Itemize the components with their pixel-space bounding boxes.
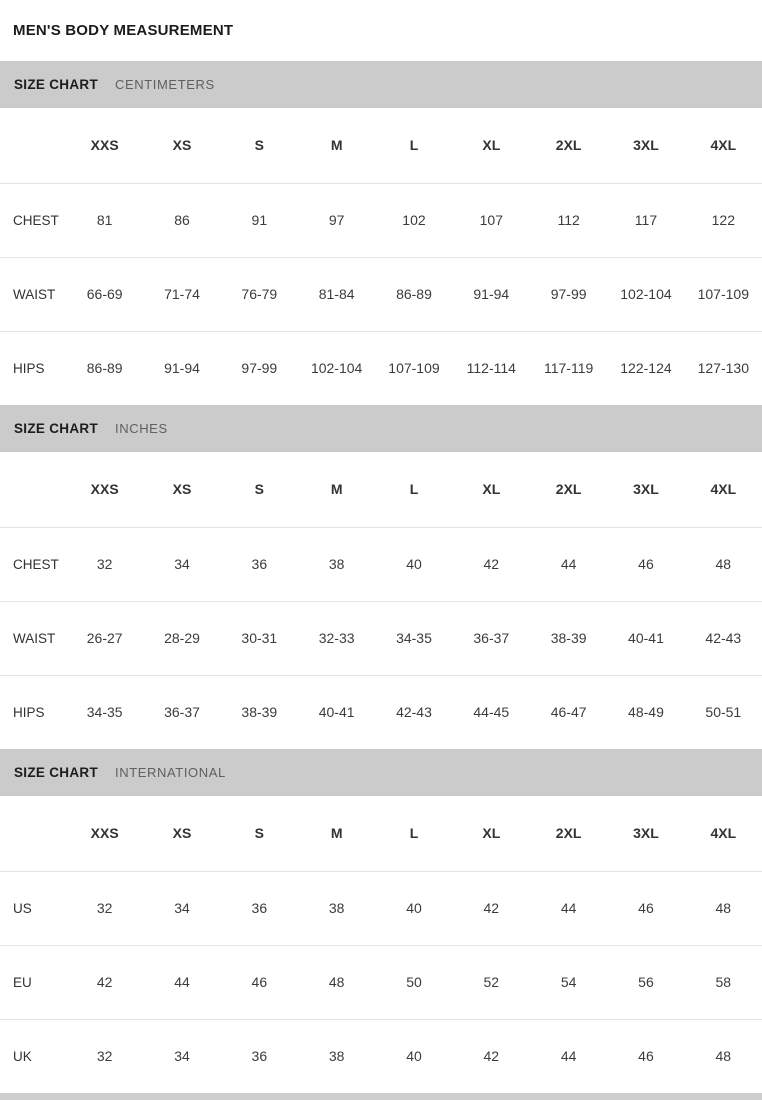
section-heading: SIZE CHART	[14, 765, 98, 780]
measurement-label: EU	[0, 945, 66, 1019]
size-column-header: XL	[482, 137, 501, 154]
size-column-header: 4XL	[710, 825, 737, 842]
size-value-cell: 97-99	[221, 331, 298, 405]
size-header-row	[0, 452, 762, 527]
measurement-row	[0, 675, 762, 749]
size-value-cell: 117	[607, 183, 684, 257]
size-column-header: M	[330, 137, 343, 154]
size-value-cell: 34	[143, 1019, 220, 1093]
size-column-header: XL	[482, 481, 501, 498]
size-value-cell: 46	[607, 871, 684, 945]
section-international	[0, 749, 762, 1093]
size-table-inches	[0, 452, 762, 749]
measurement-label: CHEST	[0, 527, 66, 601]
page-header	[0, 0, 762, 61]
corner-cell	[0, 452, 66, 527]
size-value-cell: 38-39	[530, 601, 607, 675]
size-value-cell: 38	[298, 871, 375, 945]
size-column-header: L	[409, 825, 419, 842]
size-value-cell: 48	[685, 871, 762, 945]
size-value-cell: 34-35	[375, 601, 452, 675]
size-value-cell: 42	[66, 945, 143, 1019]
size-value-cell: 54	[530, 945, 607, 1019]
measurement-label: HIPS	[0, 675, 66, 749]
section-unit-label: INTERNATIONAL	[115, 765, 226, 780]
measurement-label: WAIST	[0, 601, 66, 675]
measurement-row	[0, 331, 762, 405]
size-value-cell: 42-43	[375, 675, 452, 749]
cropped-banner-strip	[0, 1093, 762, 1100]
size-value-cell: 30-31	[221, 601, 298, 675]
size-column-header: S	[254, 825, 264, 842]
size-column-header: XL	[482, 825, 501, 842]
size-column-header: XXS	[90, 825, 119, 842]
size-value-cell: 42	[453, 527, 530, 601]
size-value-cell: 40	[375, 527, 452, 601]
section-heading: SIZE CHART	[14, 421, 98, 436]
size-value-cell: 44	[530, 527, 607, 601]
size-value-cell: 50	[375, 945, 452, 1019]
size-value-cell: 48	[685, 527, 762, 601]
size-value-cell: 97-99	[530, 257, 607, 331]
measurement-row	[0, 527, 762, 601]
size-value-cell: 34	[143, 527, 220, 601]
size-column-header: 4XL	[710, 137, 737, 154]
section-centimeters	[0, 61, 762, 405]
size-value-cell: 38	[298, 1019, 375, 1093]
measurement-label: US	[0, 871, 66, 945]
size-value-cell: 107	[453, 183, 530, 257]
size-value-cell: 28-29	[143, 601, 220, 675]
size-column-header: 2XL	[555, 481, 582, 498]
measurement-row	[0, 601, 762, 675]
section-banner-centimeters	[0, 61, 762, 108]
size-column-header: XXS	[90, 137, 119, 154]
size-column-header: XS	[172, 481, 192, 498]
size-value-cell: 42	[453, 871, 530, 945]
size-column-header: 2XL	[555, 137, 582, 154]
size-column-header: 4XL	[710, 481, 737, 498]
size-value-cell: 32-33	[298, 601, 375, 675]
size-value-cell: 34-35	[66, 675, 143, 749]
size-table-international	[0, 796, 762, 1093]
size-value-cell: 38-39	[221, 675, 298, 749]
size-value-cell: 91	[221, 183, 298, 257]
size-value-cell: 44-45	[453, 675, 530, 749]
size-value-cell: 36	[221, 871, 298, 945]
size-value-cell: 56	[607, 945, 684, 1019]
section-banner-international	[0, 749, 762, 796]
size-column-header: L	[409, 481, 419, 498]
size-value-cell: 112-114	[453, 331, 530, 405]
size-value-cell: 40-41	[298, 675, 375, 749]
size-value-cell: 46	[607, 527, 684, 601]
size-value-cell: 46	[221, 945, 298, 1019]
size-column-header: M	[330, 481, 343, 498]
size-value-cell: 48	[685, 1019, 762, 1093]
measurement-row	[0, 945, 762, 1019]
size-value-cell: 32	[66, 1019, 143, 1093]
size-value-cell: 97	[298, 183, 375, 257]
size-value-cell: 117-119	[530, 331, 607, 405]
size-value-cell: 102-104	[298, 331, 375, 405]
size-column-header: 3XL	[633, 825, 659, 842]
size-column-header: L	[409, 137, 419, 154]
section-unit-label: INCHES	[115, 421, 168, 436]
measurement-label: CHEST	[0, 183, 66, 257]
size-value-cell: 44	[530, 1019, 607, 1093]
size-value-cell: 58	[685, 945, 762, 1019]
size-value-cell: 52	[453, 945, 530, 1019]
measurement-row	[0, 183, 762, 257]
size-value-cell: 36	[221, 1019, 298, 1093]
section-unit-label: CENTIMETERS	[115, 77, 215, 92]
size-value-cell: 107-109	[685, 257, 762, 331]
size-value-cell: 66-69	[66, 257, 143, 331]
size-column-header: XS	[172, 137, 192, 154]
size-value-cell: 44	[143, 945, 220, 1019]
size-value-cell: 102-104	[607, 257, 684, 331]
size-value-cell: 81-84	[298, 257, 375, 331]
size-value-cell: 36	[221, 527, 298, 601]
size-value-cell: 46-47	[530, 675, 607, 749]
size-value-cell: 48	[298, 945, 375, 1019]
size-column-header: 2XL	[555, 825, 582, 842]
size-value-cell: 81	[66, 183, 143, 257]
size-value-cell: 91-94	[453, 257, 530, 331]
size-value-cell: 86-89	[66, 331, 143, 405]
size-value-cell: 46	[607, 1019, 684, 1093]
size-column-header: 3XL	[633, 481, 659, 498]
size-column-header: XXS	[90, 481, 119, 498]
size-value-cell: 71-74	[143, 257, 220, 331]
section-heading: SIZE CHART	[14, 77, 98, 92]
size-value-cell: 40-41	[607, 601, 684, 675]
size-value-cell: 44	[530, 871, 607, 945]
size-table-centimeters	[0, 108, 762, 405]
size-value-cell: 76-79	[221, 257, 298, 331]
size-value-cell: 34	[143, 871, 220, 945]
measurement-label: WAIST	[0, 257, 66, 331]
size-value-cell: 50-51	[685, 675, 762, 749]
size-value-cell: 42	[453, 1019, 530, 1093]
size-column-header: S	[254, 481, 264, 498]
size-value-cell: 122	[685, 183, 762, 257]
section-banner-inches	[0, 405, 762, 452]
size-value-cell: 40	[375, 871, 452, 945]
size-value-cell: 86-89	[375, 257, 452, 331]
size-column-header: XS	[172, 825, 192, 842]
size-column-header: M	[330, 825, 343, 842]
measurement-row	[0, 257, 762, 331]
size-value-cell: 36-37	[143, 675, 220, 749]
measurement-label: UK	[0, 1019, 66, 1093]
size-value-cell: 32	[66, 527, 143, 601]
measurement-label: HIPS	[0, 331, 66, 405]
measurement-row	[0, 1019, 762, 1093]
size-value-cell: 38	[298, 527, 375, 601]
size-value-cell: 26-27	[66, 601, 143, 675]
corner-cell	[0, 796, 66, 871]
size-column-header: 3XL	[633, 137, 659, 154]
section-inches	[0, 405, 762, 749]
size-value-cell: 122-124	[607, 331, 684, 405]
size-value-cell: 107-109	[375, 331, 452, 405]
measurement-row	[0, 871, 762, 945]
page-title: MEN'S BODY MEASUREMENT	[13, 22, 234, 39]
size-value-cell: 86	[143, 183, 220, 257]
size-value-cell: 32	[66, 871, 143, 945]
size-value-cell: 112	[530, 183, 607, 257]
size-value-cell: 91-94	[143, 331, 220, 405]
size-value-cell: 102	[375, 183, 452, 257]
size-value-cell: 42-43	[685, 601, 762, 675]
size-header-row	[0, 796, 762, 871]
size-value-cell: 48-49	[607, 675, 684, 749]
size-header-row	[0, 108, 762, 183]
corner-cell	[0, 108, 66, 183]
size-value-cell: 127-130	[685, 331, 762, 405]
size-column-header: S	[254, 137, 264, 154]
size-value-cell: 36-37	[453, 601, 530, 675]
size-value-cell: 40	[375, 1019, 452, 1093]
